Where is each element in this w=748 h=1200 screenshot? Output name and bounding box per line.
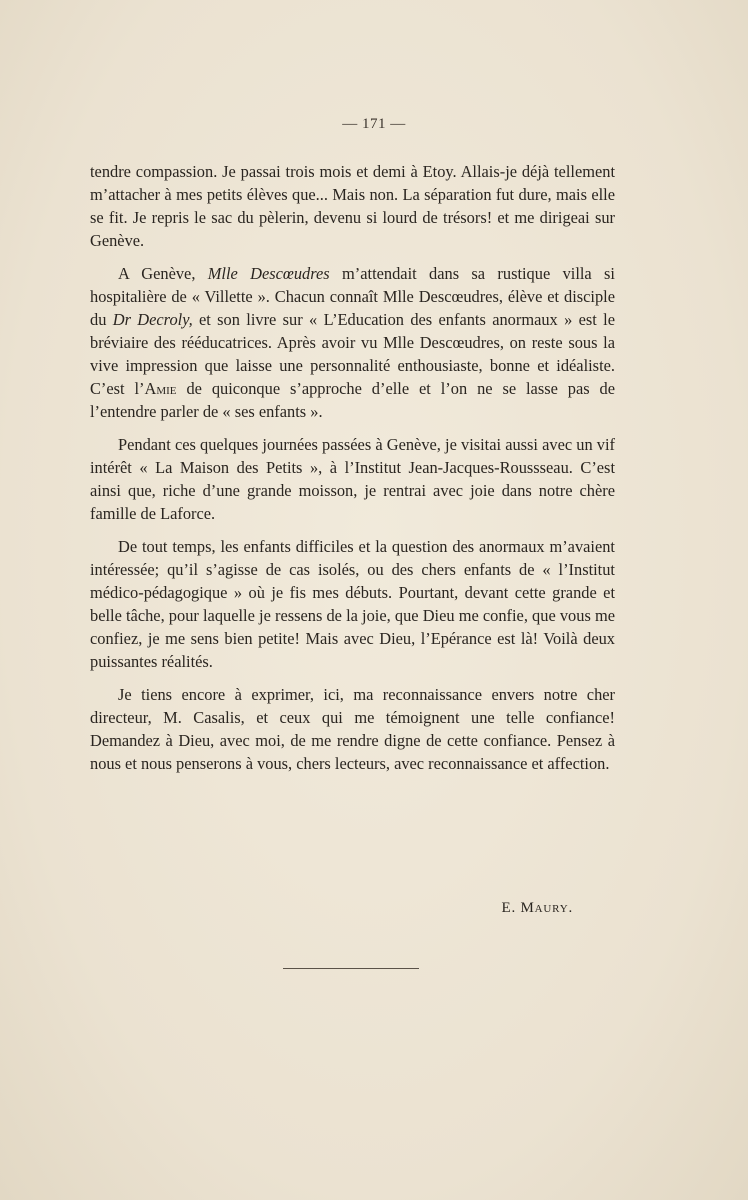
- paragraph-5: Je tiens encore à exprimer, ici, ma reconnaissance envers notre cher directeur, M. Casalis, et ceux qui me témoignent une telle confiance! Demandez à Dieu, avec moi, de me rendre digne de cette confiance. Pensez à nous et nous penserons à vous, chers lecteurs, avec reconnaissance et affection.: [90, 685, 615, 773]
- p2-part-a: A Genève,: [118, 264, 208, 283]
- paragraph-1: tendre compassion. Je passai trois mois et demi à Etoy. Allais-je déjà tellement m’attacher à mes petits élèves que... Mais non. La séparation fut dure, mais elle se fit. Je repris le sac du pèlerin, devenu si lourd de trésors! et me dirigeai sur Genève.: [90, 162, 615, 250]
- signature: E. Maury.: [501, 900, 573, 916]
- paragraph-2: [90, 262, 615, 423]
- p2-part-e: et son livre sur « L’Education des enfants anormaux » est le bréviaire des rééducatrices. Après avoir vu Mlle Descœudres, on reste sous la vive impression que laisse une personnalité enthousiaste, bonne et idéaliste. C’est l’: [90, 310, 615, 398]
- p2-amie: Amie: [144, 379, 177, 398]
- p2-part-g: de quiconque s’approche d’elle et l’on ne se lasse pas de l’entendre parler de « ses enfants ».: [90, 379, 615, 421]
- page-number: — 171 —: [342, 116, 406, 132]
- paragraph-3: Pendant ces quelques journées passées à Genève, je visitai aussi avec un vif intérêt « La Maison des Petits », à l’Institut Jean-Jacques-Roussseau. C’est ainsi que, riche d’une grande moisson, je rentrai avec joie dans notre chère famille de Laforce.: [90, 435, 615, 523]
- body-text: [90, 160, 615, 785]
- paragraph-4: De tout temps, les enfants difficiles et la question des anormaux m’avaient intéressée; qu’il s’agisse de cas isolés, ou des chers enfants de « l’Institut médico-pédagogique » où je fis mes débuts. Pourtant, devant cette grande et belle tâche, pour laquelle je ressens de la joie, que Dieu me confie, que vous me confiez, je me sens bien petite! Mais avec Dieu, l’Epérance est là! Voilà deux puissantes réalités.: [90, 537, 615, 671]
- p2-part-c: m’attendait dans sa rustique villa si hospitalière de « Villette ». Chacun connaît Mlle Descœudres, élève et disciple du: [90, 264, 615, 329]
- p2-name-descoeudres: Mlle Descœudres: [207, 264, 330, 283]
- p2-name-decroly: Dr Decroly,: [112, 310, 193, 329]
- closing-rule: [283, 968, 419, 969]
